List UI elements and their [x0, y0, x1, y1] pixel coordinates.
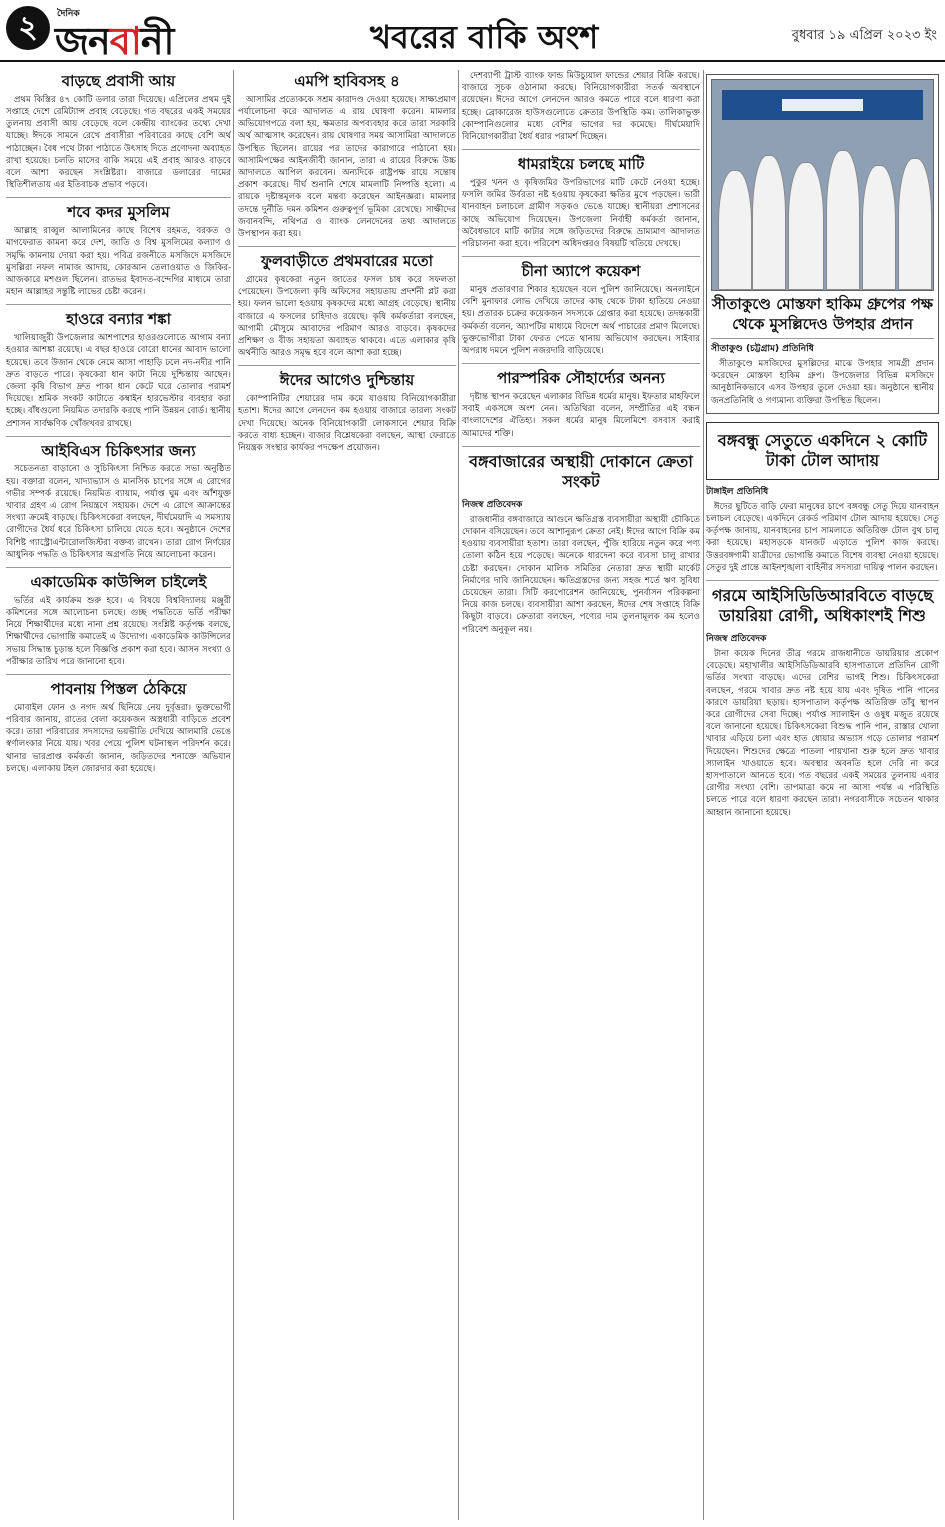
story-body: ঈদের ছুটিতে বাড়ি ফেরা মানুষের চাপে বঙ্গবন্ধু সেতু দিয়ে যানবাহন চলাচল বেড়েছে। একদিনে রেকর্ড পরিমাণ টোল আদায় হয়েছে। সেতু কর্তৃপক্ষ জানায়, যানবাহনের চাপ সামলাতে অতিরিক্ত টোল বুথ চালু করা হয়েছে। মহাসড়কে যানজট এড়াতে পুলিশ কাজ করছে। উত্তরবঙ্গগামী যাত্রীদের ভোগান্তি কমাতে বিশেষ ব্যবস্থা নেওয়া হয়েছে। সেতুর দুই প্রান্তে আইনশৃঙ্খলা বাহিনীর সদস্যরা দায়িত্ব পালন করছেন।: [706, 501, 939, 573]
column-rule: [233, 70, 234, 1520]
story-mp-habib: [238, 70, 456, 240]
story-body: খালিয়াজুরী উপজেলার আশপাশের হাওরগুলোতে আগাম বন্যা হওয়ার আশঙ্কা রয়েছে। এ বছর হাওরে বোরো ধানের আবাদ ভালো হয়েছে। তবে উজান থেকে নেমে আসা পাহাড়ি ঢলে নদ-নদীর পানি দ্রুত বাড়তে পারে। কৃষকেরা ধান কাটা নিয়ে দুশ্চিন্তায় আছেন। জেলা কৃষি বিভাগ দ্রুত পাকা ধান কেটে ঘরে তোলার পরামর্শ দিয়েছে। শ্রমিক সংকট কাটাতে কম্বাইন হারভেস্টার ব্যবহার করা হচ্ছে। বাঁধগুলো নিয়মিত তদারকি করছে পানি উন্নয়ন বোর্ড। স্থানীয় প্রশাসন সার্বক্ষণিক খোঁজখবর রাখছে।: [6, 333, 231, 429]
photo-person: [898, 158, 932, 290]
story-haor-flood: [6, 304, 231, 429]
photo-story: [706, 74, 939, 414]
story-headline: আইবিএস চিকিৎসার জন্য: [6, 436, 231, 464]
story-body: দেশব্যাপী ট্রাস্ট ব্যাংক ফান্ড মিউচ্যুয়াল ফান্ডের শেয়ার বিক্রি করছে। বাজারে সূচক ওঠানামা করছে। বিনিয়োগকারীরা সতর্ক অবস্থানে রয়েছেন। ঈদের আগে লেনদেন আরও কমতে পারে বলে ধারণা করা হচ্ছে। ব্রোকারেজ হাউসগুলোতে ক্রেতার উপস্থিতি কম। তালিকাভুক্ত কোম্পানিগুলোর মধ্যে বেশির ভাগের দর কমেছে। দীর্ঘমেয়াদি বিনিয়োগকারীরা ধৈর্য ধরার পরামর্শ দিচ্ছেন।: [462, 71, 700, 143]
page-number: ২: [6, 6, 50, 50]
story-headline: বাড়ছে প্রবাসী আয়: [61, 72, 176, 90]
story-byline: টাঙ্গাইল প্রতিনিধি: [706, 486, 769, 497]
logo-daily-label: দৈনিক: [57, 9, 80, 19]
story-body: গ্রামের কৃষকেরা নতুন জাতের ফসল চাষ করে সফলতা পেয়েছেন। উপজেলা কৃষি অফিসের সহায়তায় প্রদর্শনী প্লট করা হয়। ফলন ভালো হওয়ায় কৃষকদের মধ্যে আগ্রহ বেড়েছে। স্থানীয় বাজারে এ ফসলের চাহিদাও রয়েছে। কৃষি কর্মকর্তারা বলছেন, আগামী মৌসুমে আবাদের পরিমাণ আরও বাড়বে। কৃষকদের প্রশিক্ষণ ও বীজ সহায়তা অব্যাহত থাকবে। এতে এলাকার কৃষি অর্থনীতি আরও সমৃদ্ধ হবে বলে আশা করা হচ্ছে।: [238, 274, 456, 359]
story-continuation: [462, 70, 700, 143]
story-headline: হাওরে বন্যার শঙ্কা: [6, 304, 231, 332]
story-headline: ধামরাইয়ে চলছে মাটি: [462, 149, 700, 177]
column-2: [238, 70, 456, 1520]
photo-person: [862, 165, 896, 290]
story-headline: পারস্পরিক সৌহার্দ্যের অনন্য: [462, 363, 700, 391]
photo-person: [826, 150, 860, 290]
story-body: প্রথম কিস্তির ৪৭ কোটি ডলার তারা দিয়েছে। এপ্রিলের প্রথম দুই সপ্তাহে দেশে রেমিট্যান্স প্রবাহ বেড়েছে। গত বছরের একই সময়ের তুলনায় প্রবাসী আয় বেড়েছে বলে কেন্দ্রীয় ব্যাংকের তথ্যে দেখা যাচ্ছে। ঈদকে সামনে রেখে প্রবাসীরা পরিবারের কাছে বেশি অর্থ পাঠাচ্ছেন। বৈধ পথে টাকা পাঠাতে উৎসাহ দিতে প্রণোদনা অব্যাহত রাখা হয়েছে। চলতি মাসের বাকি সময়ে এই প্রবাহ আরও বাড়বে বলে আশা করছেন সংশ্লিষ্টরা। বাজারে ডলারের দামের স্থিতিশীলতায় এর ইতিবাচক প্রভাব পড়বে।: [6, 94, 231, 191]
logo-part-c: নী: [140, 19, 174, 63]
story-eid-worry: [238, 365, 456, 454]
story-body: ভর্তির এই কার্যক্রম শুরু হবে। এ বিষয়ে বিশ্ববিদ্যালয় মঞ্জুরী কমিশনের সঙ্গে আলোচনা চলছে। গুচ্ছ পদ্ধতিতে ভর্তি পরীক্ষা নিয়ে শিক্ষার্থীদের মধ্যে নানা প্রশ্ন রয়েছে। সংশ্লিষ্ট কর্তৃপক্ষ বলছে, শিক্ষার্থীদের ভোগান্তি কমাতেই এ উদ্যোগ। একাডেমিক কাউন্সিলের সভায় সিদ্ধান্ত চূড়ান্ত হলে বিজ্ঞপ্তি প্রকাশ করা হবে। আসন সংখ্যা ও পরীক্ষার তারিখ পরে জানানো হবে।: [6, 595, 231, 667]
logo-part-a: জন: [55, 19, 110, 63]
story-body: আল্লাহ রাব্বুল আলামিনের কাছে বিশেষ রহমত, বরকত ও মাগফেরাত কামনা করে দেশ, জাতি ও বিশ্ব মুসলিমের কল্যাণ ও সমৃদ্ধি কামনায় দোয়া করা হয়। পবিত্র রজনীতে মসজিদে মসজিদে মুসল্লিরা নফল নামাজ আদায়, কোরআন তেলাওয়াত ও জিকির-আজকারে মশগুল ছিলেন। রাতভর ইবাদত-বন্দেগির মাধ্যমে তারা মহান আল্লাহর সন্তুষ্টি লাভের চেষ্টা করেন।: [6, 226, 231, 298]
story-byline: নিজস্ব প্রতিবেদক: [462, 499, 523, 510]
photo-person: [788, 162, 824, 290]
story-headline: শবে কদর মুসলিম: [6, 197, 231, 225]
story-ibs: [6, 436, 231, 561]
column-1: [6, 70, 231, 1520]
story-body: দৃষ্টান্ত স্থাপন করেছেন এলাকার বিভিন্ন ধর্মের মানুষ। ইফতার মাহফিলে সবাই একসঙ্গে অংশ নেন। অতিথিরা বলেন, সম্প্রীতির এই বন্ধন বাংলাদেশের ঐতিহ্য। সকল ধর্মের মানুষ মিলেমিশে বসবাস করাই আমাদের শক্তি।: [462, 391, 700, 439]
story-body: টানা কয়েক দিনের তীব্র গরমে রাজধানীতে ডায়রিয়ার প্রকোপ বেড়েছে। মহাখালীর আইসিডিডিআরবি হাসপাতালে প্রতিদিন রোগী ভর্তির সংখ্যা বাড়ছে। এদের বেশির ভাগই শিশু। চিকিৎসকেরা বলছেন, গরমে খাবার দ্রুত নষ্ট হয়ে যায় এবং দূষিত পানি পানের কারণে ডায়রিয়া ছড়ায়। হাসপাতাল কর্তৃপক্ষ অতিরিক্ত তাঁবু স্থাপন করে রোগীদের সেবা দিচ্ছে। পর্যাপ্ত স্যালাইন ও ওষুধ মজুত রয়েছে বলে জানানো হয়েছে। চিকিৎসকেরা বিশুদ্ধ পানি পান, রাস্তার খোলা খাবার এড়িয়ে চলা এবং হাত ধোয়ার অভ্যাস গড়ে তোলার পরামর্শ দিয়েছেন। শিশুদের ক্ষেত্রে পাতলা পায়খানা শুরু হলে দ্রুত খাবার স্যালাইন খাওয়াতে হবে। অবস্থার অবনতি হলে দেরি না করে হাসপাতালে আনতে হবে। গত বছরের একই সময়ের তুলনায় এবার রোগীর সংখ্যা বেশি। তাপমাত্রা কমে না আসা পর্যন্ত এ পরিস্থিতি চলতে পারে বলে ধারণা করছেন তারা। নগরবাসীকে সচেতন থাকার আহ্বান জানানো হয়েছে।: [706, 649, 939, 818]
photo-person: [718, 170, 752, 290]
story-body: পুকুর খনন ও কৃষিজমির উপরিভাগের মাটি কেটে নেওয়া হচ্ছে। ফসলি জমির উর্বরতা নষ্ট হওয়ায় কৃষকেরা ক্ষতির মুখে পড়ছেন। ভারী যানবাহন চলাচলে গ্রামীণ সড়কও ভেঙে যাচ্ছে। স্থানীয়রা প্রশাসনের কাছে অভিযোগ দিয়েছেন। উপজেলা নির্বাহী কর্মকর্তা জানান, অবৈধভাবে মাটি কাটার সঙ্গে জড়িতদের বিরুদ্ধে ভ্রাম্যমাণ আদালত পরিচালনা করা হবে। পরিবেশ অধিদপ্তরও বিষয়টি খতিয়ে দেখছে।: [462, 177, 700, 249]
story-body: সচেতনতা বাড়ানো ও সুচিকিৎসা নিশ্চিত করতে সভা অনুষ্ঠিত হয়। বক্তারা বলেন, খাদ্যাভ্যাস ও মানসিক চাপের সঙ্গে এ রোগের গভীর সম্পর্ক রয়েছে। নিয়মিত ব্যায়াম, পর্যাপ্ত ঘুম এবং আঁশযুক্ত খাবার গ্রহণ এ রোগ নিয়ন্ত্রণে সহায়ক। দেশে এ রোগে আক্রান্তের সংখ্যা ক্রমেই বাড়ছে। চিকিৎসকেরা বলছেন, দীর্ঘমেয়াদি এ সমস্যায় রোগীদের ধৈর্য ধরে চিকিৎসা চালিয়ে যেতে হবে। অনুষ্ঠানে দেশের বিশিষ্ট গ্যাস্ট্রোএন্টারোলজিস্টরা বক্তব্য রাখেন। তারা রোগ নির্ণয়ের আধুনিক পদ্ধতি ও চিকিৎসার অগ্রগতি নিয়ে আলোচনা করেন।: [6, 464, 231, 560]
event-photo: [711, 79, 934, 291]
story-icddrb-diarrhea: [706, 580, 939, 819]
story-dhamrai-soil: [462, 149, 700, 250]
column-rule: [703, 70, 704, 1520]
story-headline: একাডেমিক কাউন্সিল চাইলেই: [6, 567, 231, 595]
story-shab-e-qadr: [6, 197, 231, 298]
story-body: রাজধানীর বঙ্গবাজারে আগুনে ক্ষতিগ্রস্ত ব্যবসায়ীরা অস্থায়ী চৌকিতে দোকান বসিয়েছেন। তবে আশানুরূপ ক্রেতা নেই। ঈদের আগে বিক্রি কম হওয়ায় ব্যবসায়ীরা হতাশ। তারা বলছেন, পুঁজি হারিয়ে নতুন করে পণ্য তোলা কঠিন হয়ে পড়েছে। অনেকে ধারদেনা করে ব্যবসা চালু রাখার চেষ্টা করছেন। দোকান মালিক সমিতির নেতারা দ্রুত স্থায়ী মার্কেট নির্মাণের দাবি জানিয়েছেন। ক্ষতিগ্রস্তদের জন্য সহজ শর্তে ঋণ সুবিধা চেয়েছেন তারা। সিটি করপোরেশন জানিয়েছে, পুনর্বাসন পরিকল্পনা নিয়ে কাজ চলছে। ব্যবসায়ীরা আশা করছেন, ঈদের শেষ সপ্তাহে বিক্রি কিছুটা বাড়বে। ক্রেতারা বলছেন, পণ্যের দাম তুলনামূলক কম হলেও পরিবেশ অনুকূল নয়।: [462, 514, 700, 635]
photo-banner: [722, 90, 923, 120]
story-body: কোম্পানিটির শেয়ারের দাম কমে যাওয়ায় বিনিয়োগকারীরা হতাশ। ঈদের আগে লেনদেন কম হওয়ায় বাজারে তারল্য সংকট দেখা দিয়েছে। অনেক বিনিয়োগকারী লোকসানে শেয়ার বিক্রি করতে বাধ্য হচ্ছেন। বাজার বিশ্লেষকেরা বলছেন, আস্থা ফেরাতে নিয়ন্ত্রক সংস্থার কার্যকর পদক্ষেপ প্রয়োজন।: [238, 394, 456, 453]
column-rule: [458, 70, 459, 1520]
story-headline: বঙ্গবাজারের অস্থায়ী দোকানে ক্রেতা সংকট: [462, 446, 700, 495]
story-headline: ঈদের আগেও দুশ্চিন্তায়: [238, 365, 456, 393]
story-headline: বঙ্গবন্ধু সেতুতে একদিনে ২ কোটি টাকা টোল আদায়: [706, 422, 939, 480]
photo-body: সীতাকুণ্ডে মসজিদের মুসল্লিদের মাঝে উপহার সামগ্রী প্রদান করেছেন মোস্তফা হাকিম গ্রুপ। উপজেলার বিভিন্ন মসজিদে আনুষ্ঠানিকভাবে এসব উপহার তুলে দেওয়া হয়। অনুষ্ঠানে স্থানীয় জনপ্রতিনিধি ও গণ্যমান্য ব্যক্তিরা উপস্থিত ছিলেন।: [711, 359, 934, 406]
logo-part-b: বা: [109, 19, 141, 63]
dateline: বুধবার ১৯ এপ্রিল ২০২৩ ইং: [791, 28, 937, 43]
section-title: খবরের বাকি অংশ: [370, 18, 599, 56]
story-byline: নিজস্ব প্রতিবেদক: [706, 634, 767, 645]
story-body: আসামির প্রত্যেককে সশ্রম কারাদণ্ড দেওয়া হয়েছে। সাক্ষ্যপ্রমাণ পর্যালোচনা করে আদালত এ রায় ঘোষণা করেন। মামলার অভিযোগপত্রে বলা হয়, ক্ষমতার অপব্যবহার করে তারা সরকারি অর্থ আত্মসাৎ করেছেন। রায় ঘোষণার সময় আসামিরা আদালতে উপস্থিত ছিলেন। রায়ের পর তাদের কারাগারে পাঠানো হয়। আসামিপক্ষের আইনজীবী জানান, তারা এ রায়ের বিরুদ্ধে উচ্চ আদালতে আপিল করবেন। অন্যদিকে রাষ্ট্রপক্ষ রায়ে সন্তোষ প্রকাশ করেছে। দীর্ঘ শুনানি শেষে মামলাটি নিষ্পত্তি হলো। এ রায়কে দৃষ্টান্তমূলক বলে মন্তব্য করেছেন আইনজ্ঞরা। মামলার তদন্তে দুর্নীতি দমন কমিশন গুরুত্বপূর্ণ ভূমিকা রেখেছে। সাক্ষীদের জবানবন্দি, নথিপত্র ও ব্যাংক লেনদেনের তথ্য আদালতে উপস্থাপন করা হয়।: [238, 94, 456, 239]
column-4: [706, 70, 939, 1520]
story-headline: ফুলবাড়ীতে প্রথমবারের মতো: [238, 246, 456, 274]
story-headline: গরমে আইসিডিডিআরবিতে বাড়ছে ডায়রিয়া রোগী, অধিকাংশই শিশু: [706, 580, 939, 629]
story-headline: চীনা অ্যাপে কয়েকশ: [462, 256, 700, 284]
story-chinese-app: [462, 256, 700, 357]
photo-byline: সীতাকুণ্ড (চট্টগ্রাম) প্রতিনিধি: [711, 344, 814, 354]
story-harmony: [462, 363, 700, 440]
story-body: মোবাইল ফোন ও নগদ অর্থ ছিনিয়ে নেয় দুর্বৃত্তরা। ভুক্তভোগী পরিবার জানায়, রাতের বেলা কয়েকজন অস্ত্রধারী বাড়িতে প্রবেশ করে। তারা পরিবারের সদস্যদের ভয়ভীতি দেখিয়ে আলমারি ভেঙে স্বর্ণালংকার নিয়ে যায়। খবর পেয়ে পুলিশ ঘটনাস্থল পরিদর্শন করে। থানার ভারপ্রাপ্ত কর্মকর্তা জানান, জড়িতদের শনাক্তে অভিযান চলছে। এলাকায় টহল জোরদার করা হয়েছে।: [6, 702, 231, 774]
story-headline: পাবনায় পিস্তল ঠেকিয়ে: [6, 674, 231, 702]
column-3: [462, 70, 700, 1520]
story-bangabazar: [462, 446, 700, 636]
photo-caption: সীতাকুণ্ডে মোস্তফা হাকিম গ্রুপের পক্ষ থেকে মুসল্লিদেও উপহার প্রদান: [711, 291, 934, 339]
story-pabna-pistol: [6, 674, 231, 775]
story-bangabandhu-bridge: [706, 422, 939, 574]
masthead: [0, 0, 945, 62]
story-body: মানুষ প্রতারণার শিকার হয়েছেন বলে পুলিশ জানিয়েছে। অনলাইনে বেশি মুনাফার লোভ দেখিয়ে তাদের কাছ থেকে টাকা হাতিয়ে নেওয়া হয়। প্রতারক চক্রের কয়েকজন সদস্যকে গ্রেপ্তার করা হয়েছে। তদন্তকারী কর্মকর্তা বলেন, অ্যাপটির মাধ্যমে বিদেশে অর্থ পাচারের প্রমাণ মিলেছে। ভুক্তভোগীরা টাকা ফেরত পেতে থানায় অভিযোগ করছেন। সাইবার অপরাধ দমনে পুলিশ নজরদারি বাড়িয়েছে।: [462, 284, 700, 356]
newspaper-logo: [55, 12, 173, 76]
story-fulbari: [238, 246, 456, 359]
photo-person: [752, 155, 786, 290]
story-headline: এমপি হাবিবসহ ৪: [294, 72, 400, 90]
story-remittance: [6, 70, 231, 191]
story-academic-council: [6, 567, 231, 668]
